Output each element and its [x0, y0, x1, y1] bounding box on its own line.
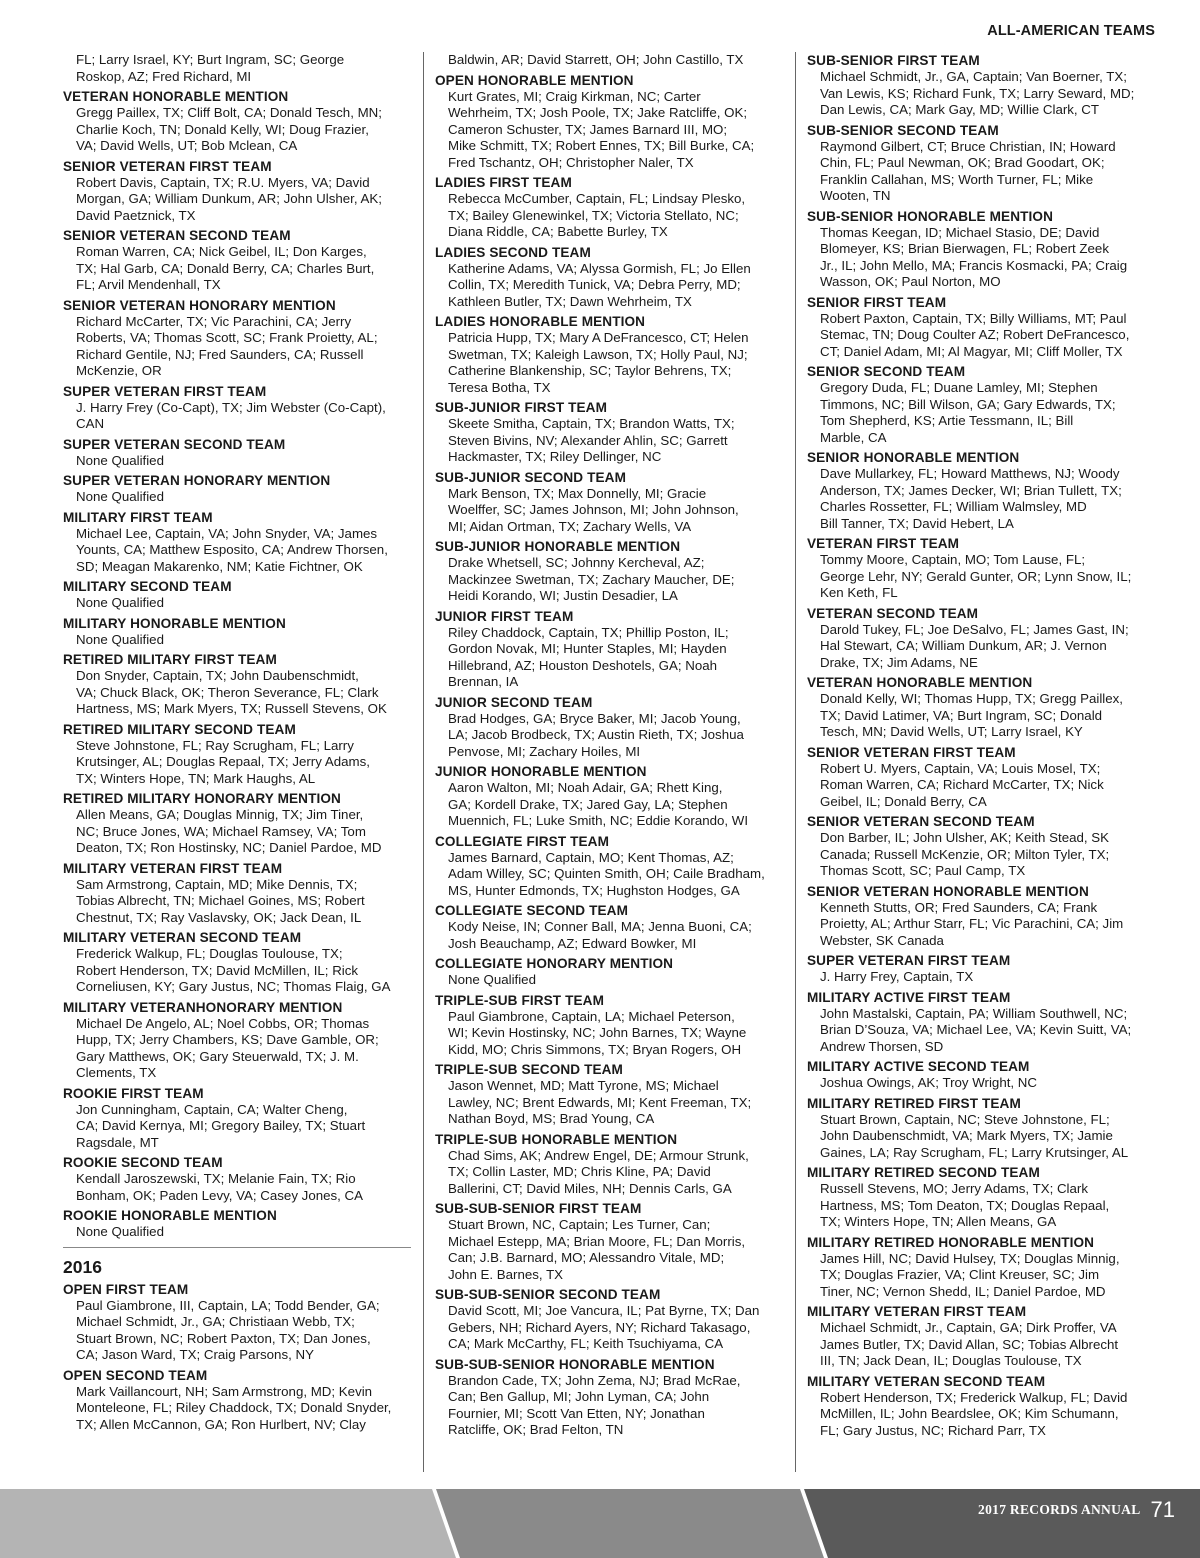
team-heading: SENIOR VETERAN FIRST TEAM [63, 158, 272, 174]
team-members: None Qualified [76, 452, 164, 468]
team-section [807, 294, 1162, 361]
team-section [807, 1058, 1162, 1092]
team-section [63, 472, 411, 506]
team-section [63, 1281, 411, 1364]
team-heading: OPEN SECOND TEAM [63, 1367, 208, 1383]
column-3 [807, 49, 1162, 1439]
sections-2015 [63, 88, 411, 1241]
team-members: Paul Giambrone, III, Captain, LA; Todd Bender, GA; Michael Schmidt, Jr., GA; Christiaan Webb, TX; Stuart Brown, NC; Robert Paxton, TX; Dan Jones, CA; Jason Ward, TX; Craig Parsons, NY [76, 1297, 380, 1362]
team-section [63, 88, 411, 155]
team-heading: MILITARY VETERAN SECOND TEAM [63, 930, 302, 945]
team-heading: MILITARY VETERAN SECOND TEAM [807, 1373, 1046, 1389]
team-heading: SENIOR VETERAN SECOND TEAM [807, 814, 1035, 829]
team-section [63, 615, 411, 649]
team-heading: SUB-JUNIOR FIRST TEAM [435, 400, 608, 415]
team-members: None Qualified [76, 489, 164, 504]
team-section [807, 122, 1162, 205]
sections-2016 [63, 1281, 411, 1434]
team-section [63, 1154, 411, 1204]
team-members: Roman Warren, CA; Nick Geibel, IL; Don Karges, TX; Hal Garb, CA; Donald Berry, CA; Charles Burt, FL; Arvil Mendenhall, TX [76, 244, 375, 292]
team-heading: TRIPLE-SUB HONORABLE MENTION [435, 1131, 678, 1147]
team-heading: COLLEGIATE SECOND TEAM [435, 903, 629, 918]
team-heading: ROOKIE SECOND TEAM [63, 1155, 223, 1170]
team-heading: TRIPLE-SUB SECOND TEAM [435, 1062, 623, 1077]
team-members: Brad Hodges, GA; Bryce Baker, MI; Jacob Young, LA; Jacob Brodbeck, TX; Austin Rieth, TX; Joshua Penvose, MI; Zachary Hoiles, MI [448, 710, 744, 759]
team-heading: JUNIOR HONORABLE MENTION [435, 764, 647, 779]
team-heading: SUB-SENIOR SECOND TEAM [807, 122, 999, 138]
team-section [63, 158, 411, 225]
team-heading: VETERAN HONORABLE MENTION [63, 89, 289, 104]
team-section [63, 578, 411, 612]
team-heading: VETERAN SECOND TEAM [807, 605, 979, 621]
sections [807, 52, 1162, 1439]
team-section [63, 383, 411, 433]
team-section [435, 1131, 783, 1198]
team-section [807, 605, 1162, 672]
team-heading: VETERAN FIRST TEAM [807, 536, 960, 551]
team-heading: RETIRED MILITARY HONORARY MENTION [63, 791, 341, 806]
team-heading: MILITARY ACTIVE FIRST TEAM [807, 989, 1011, 1005]
team-members: Michael Schmidt, Jr., Captain, GA; Dirk Proffer, VA James Butler, TX; David Allan, SC; Tobias Albrecht III, TN; Jack Dean, IL; Douglas Toulouse, TX [820, 1320, 1119, 1368]
column-2 [435, 49, 783, 1439]
team-heading: MILITARY RETIRED SECOND TEAM [807, 1165, 1040, 1180]
team-heading: SUPER VETERAN FIRST TEAM [807, 953, 1011, 968]
team-members: None Qualified [76, 631, 164, 647]
team-members: James Barnard, Captain, MO; Kent Thomas, AZ; Adam Willey, SC; Quinten Smith, OH; Caile Bradham, MS, Hunter Edmonds, TX; Hughston Hodges, GA [448, 849, 765, 898]
team-section [435, 1356, 783, 1439]
team-section [435, 399, 783, 466]
team-heading: MILITARY VETERANHONORARY MENTION [63, 999, 343, 1015]
team-heading: LADIES HONORABLE MENTION [435, 314, 646, 329]
team-members: Kody Neise, IN; Conner Ball, MA; Jenna Buoni, CA; Josh Beauchamp, AZ; Edward Bowker, MI [448, 919, 752, 951]
team-heading: COLLEGIATE HONORARY MENTION [435, 956, 674, 971]
team-members: Don Snyder, Captain, TX; John Daubenschmidt, VA; Chuck Black, OK; Theron Severance, FL; Clark Hartness, MS; Mark Myers, TX; Russell Stevens, OK [76, 668, 387, 716]
team-heading: VETERAN HONORABLE MENTION [807, 675, 1033, 690]
team-members: Stuart Brown, Captain, NC; Steve Johnstone, FL; John Daubenschmidt, VA; Mark Myers, TX; Jamie Gaines, LA; Ray Scrugham, FL; Larry Krutsinger, AL [820, 1111, 1129, 1160]
team-members: Gregg Paillex, TX; Cliff Bolt, CA; Donald Tesch, MN; Charlie Koch, TN; Donald Kelly, WI; Doug Frazier, VA; David Wells, UT; Bob Mclean, CA [76, 105, 382, 153]
team-members: Rebecca McCumber, Captain, FL; Lindsay Plesko, TX; Bailey Glenewinkel, TX; Victoria Stellato, NC; Diana Riddle, CA; Babette Burley, TX [448, 191, 746, 239]
team-section [63, 1207, 411, 1241]
page-footer [978, 1497, 1175, 1523]
team-heading: SENIOR FIRST TEAM [807, 294, 947, 310]
team-members: Sam Armstrong, Captain, MD; Mike Dennis, TX; Tobias Albrecht, TN; Michael Goines, MS; Robert Chestnut, TX; Ray Vaslavsky, OK; Jack Dean, IL [76, 876, 365, 925]
team-heading: SUB-SUB-SENIOR SECOND TEAM [435, 1287, 661, 1302]
team-members: J. Harry Frey, Captain, TX [820, 969, 974, 984]
team-heading: JUNIOR FIRST TEAM [435, 608, 574, 624]
team-section [435, 694, 783, 761]
publication-name: 2017 RECORDS ANNUAL [978, 1502, 1141, 1517]
team-section [435, 902, 783, 952]
team-heading: OPEN HONORABLE MENTION [435, 72, 634, 88]
team-section [435, 174, 783, 241]
team-members: Richard McCarter, TX; Vic Parachini, CA; Jerry Roberts, VA; Thomas Scott, SC; Frank Proietty, AL; Richard Gentile, NJ; Fred Saunders, CA; Russell McKenzie, OR [76, 313, 378, 378]
team-members: Katherine Adams, VA; Alyssa Gormish, FL; Jo Ellen Collin, TX; Meredith Tunick, VA; Debra Perry, MD; Kathleen Butler, TX; Dawn Wehrheim, TX [448, 260, 751, 309]
team-members: Michael De Angelo, AL; Noel Cobbs, OR; Thomas Hupp, TX; Jerry Chambers, KS; Dave Gamble, OR; Gary Matthews, OK; Gary Steuerwald, TX; J. M. Clements, TX [76, 1015, 379, 1080]
team-members: Kendall Jaroszewski, TX; Melanie Fain, TX; Rio Bonham, OK; Paden Levy, VA; Casey Jones, CA [76, 1171, 364, 1203]
team-heading: SENIOR SECOND TEAM [807, 364, 966, 379]
team-section [807, 1234, 1162, 1301]
team-section [435, 244, 783, 311]
team-section [807, 449, 1162, 532]
team-section [807, 952, 1162, 986]
team-heading: RETIRED MILITARY SECOND TEAM [63, 721, 296, 737]
team-members: Tommy Moore, Captain, MO; Tom Lause, FL; George Lehr, NY; Gerald Gunter, OR; Lynn Snow, IL; Ken Keth, FL [820, 552, 1132, 600]
team-members: Joshua Owings, AK; Troy Wright, NC [820, 1075, 1038, 1090]
team-heading: MILITARY HONORABLE MENTION [63, 615, 286, 631]
team-heading: MILITARY FIRST TEAM [63, 509, 213, 525]
team-heading: SUB-JUNIOR HONORABLE MENTION [435, 539, 681, 554]
team-members: Gregory Duda, FL; Duane Lamley, MI; Stephen Timmons, NC; Bill Wilson, GA; Gary Edwards, TX; Tom Shepherd, KS; Artie Tessmann, IL; Bill Marble, CA [820, 380, 1116, 445]
team-heading: SENIOR VETERAN FIRST TEAM [807, 744, 1016, 760]
team-members: Dave Mullarkey, FL; Howard Matthews, NJ; Woody Anderson, TX; James Decker, WI; Brian Tullett, TX; Charles Rossetter, FL; William Walmsley, MD Bill Tanner, TX; David Hebert, LA [820, 466, 1122, 531]
team-members: Brandon Cade, TX; John Zema, NJ; Brad McRae, Can; Ben Gallup, MI; John Lyman, CA; John Fournier, MI; Scott Van Etten, NY; Jonathan Ratcliffe, OK; Brad Felton, TN [448, 1372, 741, 1437]
team-section [435, 955, 783, 989]
continued-text: FL; Larry Israel, KY; Burt Ingram, SC; George Roskop, AZ; Fred Richard, MI [76, 52, 345, 84]
team-heading: MILITARY RETIRED FIRST TEAM [807, 1095, 1021, 1111]
team-section [807, 674, 1162, 741]
column-1 [63, 49, 411, 1433]
team-members: Steve Johnstone, FL; Ray Scrugham, FL; Larry Krutsinger, AL; Douglas Repaal, TX; Jerry Adams, TX; Winters Hope, TN; Mark Haughs, AL [76, 737, 370, 786]
team-heading: ROOKIE HONORABLE MENTION [63, 1208, 277, 1223]
team-members: Frederick Walkup, FL; Douglas Toulouse, TX; Robert Henderson, TX; David McMillen, IL; Rick Corneliusen, KY; Gary Justus, NC; Thomas Flaig, GA [76, 946, 391, 994]
team-members: Patricia Hupp, TX; Mary A DeFrancesco, CT; Helen Swetman, TX; Kaleigh Lawson, TX; Holly Paul, NJ; Catherine Blankenship, SC; Taylor Behrens, TX; Teresa Botha, TX [448, 330, 749, 395]
team-section [435, 538, 783, 605]
team-section [435, 763, 783, 830]
team-members: Jason Wennet, MD; Matt Tyrone, MS; Michael Lawley, NC; Brent Edwards, MI; Kent Freeman, TX; Nathan Boyd, MS; Brad Young, CA [448, 1078, 752, 1126]
team-heading: COLLEGIATE FIRST TEAM [435, 833, 610, 849]
team-section [807, 1373, 1162, 1440]
team-section [807, 1303, 1162, 1370]
team-section [807, 883, 1162, 950]
team-section [807, 1095, 1162, 1162]
page-number: 71 [1150, 1497, 1175, 1522]
team-members: John Mastalski, Captain, PA; William Southwell, NC; Brian D’Souza, VA; Michael Lee, VA; Kevin Suitt, VA; Andrew Thorsen, SD [820, 1005, 1132, 1054]
team-members: Paul Giambrone, Captain, LA; Michael Peterson, WI; Kevin Hostinsky, NC; John Barnes, TX; Wayne Kidd, MO; Chris Simmons, TX; Bryan Rogers, OH [448, 1008, 747, 1057]
team-members: David Scott, MI; Joe Vancura, IL; Pat Byrne, TX; Dan Gebers, NH; Richard Ayers, NY; Richard Takasago, CA; Mark McCarthy, FL; Keith Tsuchiyama, CA [448, 1303, 760, 1351]
team-section [807, 363, 1162, 446]
team-members: Mark Benson, TX; Max Donnelly, MI; Gracie Woelffer, SC; James Johnson, MI; John Johnson, MI; Aidan Ortman, TX; Zachary Wells, VA [448, 485, 739, 534]
team-members: None Qualified [76, 1224, 164, 1239]
team-members: Don Barber, IL; John Ulsher, AK; Keith Stead, SK Canada; Russell McKenzie, OR; Milton Tyler, TX; Thomas Scott, SC; Paul Camp, TX [820, 830, 1110, 878]
column-divider [423, 52, 424, 1472]
team-section [63, 929, 411, 996]
year-heading: 2016 [63, 1247, 411, 1277]
team-members: Mark Vaillancourt, NH; Sam Armstrong, MD; Kevin Monteleone, FL; Riley Chaddock, TX; Donald Snyder, TX; Allen McCannon, GA; Ron Hurlbert, NV; Clay [76, 1383, 392, 1432]
team-section [807, 535, 1162, 602]
team-section [435, 313, 783, 396]
team-section [63, 509, 411, 576]
team-section [63, 721, 411, 788]
team-heading: LADIES SECOND TEAM [435, 244, 591, 260]
team-heading: OPEN FIRST TEAM [63, 1281, 189, 1297]
team-members: Kenneth Stutts, OR; Fred Saunders, CA; Frank Proietty, AL; Arthur Starr, FL; Vic Parachini, CA; Jim Webster, SK Canada [820, 899, 1124, 948]
team-members: Chad Sims, AK; Andrew Engel, DE; Armour Strunk, TX; Collin Laster, MD; Chris Kline, PA; David Ballerini, CT; David Miles, NH; Dennis Carls, GA [448, 1147, 749, 1196]
team-heading: SUB-SENIOR HONORABLE MENTION [807, 208, 1053, 224]
team-section [63, 651, 411, 718]
team-heading: MILITARY VETERAN FIRST TEAM [807, 1304, 1027, 1319]
team-section [435, 1061, 783, 1128]
team-section [435, 833, 783, 900]
team-heading: RETIRED MILITARY FIRST TEAM [63, 652, 277, 667]
column-divider [795, 52, 796, 1472]
team-members: Skeete Smitha, Captain, TX; Brandon Watts, TX; Steven Bivins, NV; Alexander Ahlin, SC; Garrett Hackmaster, TX; Riley Dellinger, NC [448, 416, 735, 464]
team-heading: SUB-SUB-SENIOR HONORABLE MENTION [435, 1356, 715, 1372]
team-heading: SENIOR VETERAN HONORABLE MENTION [807, 883, 1089, 899]
team-members: J. Harry Frey (Co-Capt), TX; Jim Webster (Co-Capt), CAN [76, 399, 386, 431]
team-heading: SENIOR VETERAN HONORARY MENTION [63, 297, 336, 313]
team-heading: MILITARY SECOND TEAM [63, 579, 232, 594]
team-members: Russell Stevens, MO; Jerry Adams, TX; Clark Hartness, MS; Tom Deaton, TX; Douglas Repaal, TX; Winters Hope, TN; Allen Means, GA [820, 1181, 1110, 1229]
team-section [435, 608, 783, 691]
team-members: Jon Cunningham, Captain, CA; Walter Cheng, CA; David Kernya, MI; Gregory Bailey, TX; Stuart Ragsdale, MT [76, 1101, 366, 1150]
team-section [63, 999, 411, 1082]
team-section [435, 992, 783, 1059]
team-members: Raymond Gilbert, CT; Bruce Christian, IN; Howard Chin, FL; Paul Newman, OK; Brad Goodart, OK; Franklin Callahan, MS; Worth Turner, FL; Mike Wooten, TN [820, 138, 1116, 203]
team-heading: SUB-SENIOR FIRST TEAM [807, 53, 980, 68]
team-heading: SUPER VETERAN HONORARY MENTION [63, 473, 331, 488]
team-members: Darold Tukey, FL; Joe DeSalvo, FL; James Gast, IN; Hal Stewart, CA; William Dunkum, AR; J. Vernon Drake, TX; Jim Adams, NE [820, 621, 1129, 670]
team-heading: MILITARY ACTIVE SECOND TEAM [807, 1059, 1030, 1074]
team-members: Robert Davis, Captain, TX; R.U. Myers, VA; David Morgan, GA; William Dunkum, AR; John Ulsher, AK; David Paetznick, TX [76, 174, 382, 223]
team-members: None Qualified [448, 972, 536, 987]
team-section [807, 1164, 1162, 1231]
team-section [63, 227, 411, 294]
continued-text: Baldwin, AR; David Starrett, OH; John Castillo, TX [448, 52, 744, 67]
team-section [63, 1367, 411, 1434]
team-members: Donald Kelly, WI; Thomas Hupp, TX; Gregg Paillex, TX; David Latimer, VA; Burt Ingram, SC; Donald Tesch, MN; David Wells, UT; Larry Israel, KY [820, 691, 1124, 739]
team-heading: SUPER VETERAN SECOND TEAM [63, 436, 286, 452]
team-section [63, 860, 411, 927]
team-members: Stuart Brown, NC, Captain; Les Turner, Can; Michael Estepp, MA; Brian Moore, FL; Dan Morris, Can; J.B. Barnard, MO; Alessandro Vitale, MD; John E. Barnes, TX [448, 1217, 746, 1282]
team-members: Michael Lee, Captain, VA; John Snyder, VA; James Younts, CA; Matthew Esposito, CA; Andrew Thorsen, SD; Meagan Makarenko, NM; Katie Fichtner, OK [76, 525, 388, 574]
team-members: Drake Whetsell, SC; Johnny Kercheval, AZ; Mackinzee Swetman, TX; Zachary Maucher, DE; Heidi Korando, WI; Justin Desadier, LA [448, 555, 735, 603]
team-section [807, 989, 1162, 1056]
team-section [63, 1085, 411, 1152]
team-section [63, 297, 411, 380]
team-section [435, 469, 783, 536]
team-section [807, 813, 1162, 880]
page-header-title: ALL-AMERICAN TEAMS [987, 23, 1155, 39]
team-members: James Hill, NC; David Hulsey, TX; Douglas Minnig, TX; Douglas Frazier, VA; Clint Kreuser, SC; Jim Tiner, NC; Vernon Shedd, IL; Daniel Pardoe, MD [820, 1250, 1120, 1299]
team-section [435, 1286, 783, 1353]
team-heading: SENIOR VETERAN SECOND TEAM [63, 228, 291, 243]
team-members: Kurt Grates, MI; Craig Kirkman, NC; Carter Wehrheim, TX; Josh Poole, TX; Jake Ratcliffe, OK; Cameron Schuster, TX; James Barnard III, MO; Mike Schmitt, TX; Robert Ennes, TX; Bill Burke, CA; Fred Tschantz, OH; Christopher Naler, TX [448, 88, 755, 170]
team-section [807, 52, 1162, 119]
team-section [63, 436, 411, 470]
team-heading: SENIOR HONORABLE MENTION [807, 450, 1020, 465]
team-members: Riley Chaddock, Captain, TX; Phillip Poston, IL; Gordon Novak, MI; Hunter Staples, MI; Hayden Hillebrand, AZ; Houston Deshotels, GA; Noah Brennan, IA [448, 624, 729, 689]
team-heading: MILITARY RETIRED HONORABLE MENTION [807, 1234, 1095, 1250]
team-heading: SUB-JUNIOR SECOND TEAM [435, 469, 627, 485]
team-heading: JUNIOR SECOND TEAM [435, 694, 593, 710]
team-heading: SUPER VETERAN FIRST TEAM [63, 383, 267, 399]
team-heading: MILITARY VETERAN FIRST TEAM [63, 860, 283, 876]
team-members: None Qualified [76, 595, 164, 610]
team-section [63, 790, 411, 857]
team-members: Thomas Keegan, ID; Michael Stasio, DE; David Blomeyer, KS; Brian Bierwagen, FL; Robert Zeek Jr., IL; John Mello, MA; Francis Kosmacki, PA; Craig Wasson, OK; Paul Norton, MO [820, 224, 1128, 289]
team-members: Michael Schmidt, Jr., GA, Captain; Van Boerner, TX; Van Lewis, KS; Richard Funk, TX; Larry Seward, MD; Dan Lewis, CA; Mark Gay, MD; Willie Clark, CT [820, 69, 1135, 117]
team-members: Robert Paxton, Captain, TX; Billy Williams, MT; Paul Stemac, TN; Doug Coulter AZ; Robert DeFrancesco, CT; Daniel Adam, MI; Al Magyar, MI; Cliff Moller, TX [820, 310, 1130, 359]
team-section [435, 72, 783, 172]
team-members: Allen Means, GA; Douglas Minnig, TX; Jim Tiner, NC; Bruce Jones, WA; Michael Ramsey, VA; Tom Deaton, TX; Ron Hostinsky, NC; Daniel Pardoe, MD [76, 807, 382, 855]
team-members: Aaron Walton, MI; Noah Adair, GA; Rhett King, GA; Kordell Drake, TX; Jared Gay, LA; Stephen Muennich, FL; Luke Smith, NC; Eddie Korando, WI [448, 780, 749, 828]
team-heading: SUB-SUB-SENIOR FIRST TEAM [435, 1201, 642, 1216]
team-heading: ROOKIE FIRST TEAM [63, 1085, 204, 1101]
team-heading: TRIPLE-SUB FIRST TEAM [435, 992, 604, 1008]
team-members: Robert Henderson, TX; Frederick Walkup, FL; David McMillen, IL; John Beardslee, OK; Kim Schumann, FL; Gary Justus, NC; Richard Parr, TX [820, 1389, 1128, 1438]
sections [435, 72, 783, 1439]
team-members: Robert U. Myers, Captain, VA; Louis Mosel, TX; Roman Warren, CA; Richard McCarter, TX; Nick Geibel, IL; Donald Berry, CA [820, 760, 1104, 809]
team-section [807, 744, 1162, 811]
team-section [435, 1200, 783, 1283]
team-heading: LADIES FIRST TEAM [435, 175, 572, 190]
team-section [807, 208, 1162, 291]
